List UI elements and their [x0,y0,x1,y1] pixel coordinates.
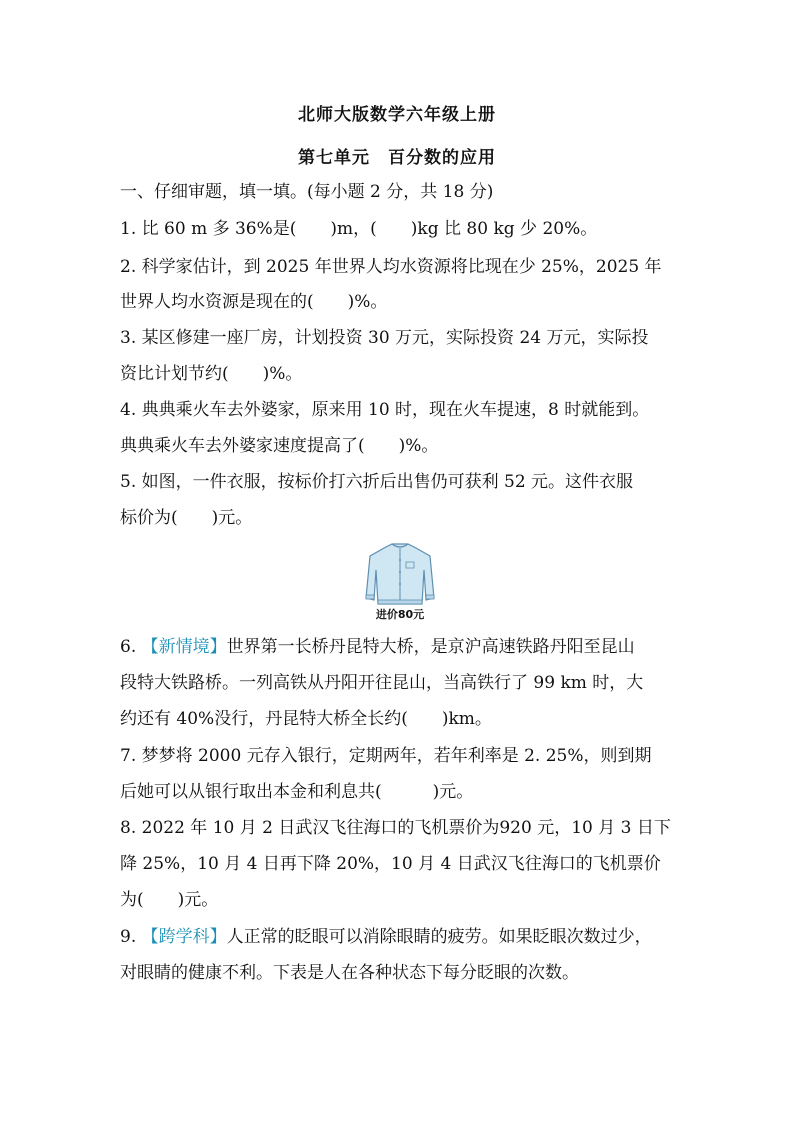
question-4-line-2: 典典乘火车去外婆家速度提高了( )%。 [120,436,439,456]
question-9-line-1 [120,926,680,948]
document-title: 北师大版数学六年级上册 [298,105,496,125]
question-6-text: 世界第一长桥丹昆特大桥，是京沪高速铁路丹阳至昆山 [226,637,635,657]
question-8-line-3: 为( )元。 [120,890,219,910]
question-8-line-2: 降 25%，10 月 4 日再下降 20%，10 月 4 日武汉飞往海口的飞机票价 [120,854,661,874]
question-4-line-1: 4. 典典乘火车去外婆家，原来用 10 时，现在火车提速，8 时就能到。 [120,400,650,420]
question-9-number: 9. [120,927,142,947]
question-2-line-2: 世界人均水资源是现在的( )%。 [120,292,388,312]
question-9-line-2: 对眼睛的健康不利。下表是人在各种状态下每分眨眼的次数。 [120,963,579,983]
question-1: 1. 比 60 m 多 36%是( )m，( )kg 比 80 kg 少 20%。 [120,219,598,239]
unit-title: 第七单元 百分数的应用 [298,148,496,168]
question-3-line-1: 3. 某区修建一座厂房，计划投资 30 万元，实际投资 24 万元，实际投 [120,328,649,348]
question-2-line-1: 2. 科学家估计，到 2025 年世界人均水资源将比现在少 25%，2025 年 [120,257,662,277]
new-context-tag: 【新情境】 [141,637,227,657]
question-7-line-1: 7. 梦梦将 2000 元存入银行，定期两年，若年利率是 2. 25%，则到期 [120,746,652,766]
cross-discipline-tag: 【跨学科】 [141,927,227,947]
question-5-line-1: 5. 如图，一件衣服，按标价打六折后出售仍可获利 52 元。这件衣服 [120,472,634,492]
question-9-text: 人正常的眨眼可以消除眼睛的疲劳。如果眨眼次数过少， [226,927,652,947]
question-6-line-3: 约还有 40%没行，丹昆特大桥全长约( )km。 [120,709,492,729]
section-heading: 一、仔细审题，填一填。(每小题 2 分，共 18 分) [120,182,494,202]
question-5-line-2: 标价为( )元。 [120,508,253,528]
question-6-line-2: 段特大铁路桥。一列高铁从丹阳开往昆山，当高铁行了 99 km 时，大 [120,673,644,693]
question-3-line-2: 资比计划节约( )%。 [120,364,303,384]
question-6-number: 6. [120,637,142,657]
question-7-line-2: 后她可以从银行取出本金和利息共( )元。 [120,782,474,802]
jacket-cost-caption: 进价80元 [375,608,425,621]
question-6-line-1 [120,636,680,658]
question-8-line-1: 8. 2022 年 10 月 2 日武汉飞往海口的飞机票价为920 元，10 月 3 日下 [120,818,671,838]
